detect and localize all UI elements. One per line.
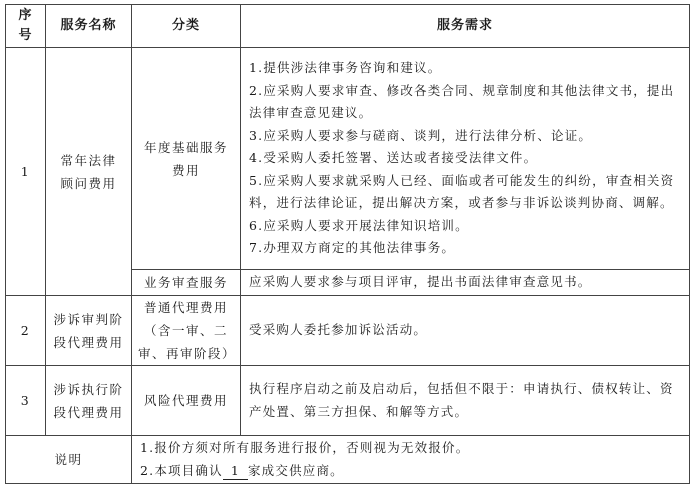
note-line-2: 2.本项目确认 1 家成交供应商。 [140,462,344,478]
row2-name: 涉诉审判阶段代理费用 [46,296,132,366]
row3-requirement: 执行程序启动之前及启动后，包括但不限于：申请执行、债权转让、资产处置、第三方担保、和解等方式。 [241,366,690,436]
requirement-item: 4.受采购人委托签署、送达或者接受法律文件。 [249,150,538,166]
requirement-item: 2.应采购人要求审查、修改各类合同、规章制度和其他法律文书，提出法律审查意见建议。 [249,82,675,121]
row1-category-b: 业务审查服务 [132,270,241,296]
requirement-item: 6.应采购人要求开展法律知识培训。 [249,217,469,233]
row1-requirement-b: 应采购人要求参与项目评审，提出书面法律审查意见书。 [241,270,690,296]
row1-requirement-a [241,48,690,270]
requirement-item: 3.应采购人要求参与磋商、谈判，进行法律分析、论证。 [249,127,593,143]
supplier-count: 1 [223,463,248,480]
service-requirements-table [5,4,690,484]
row1-seq: 1 [6,48,46,296]
row3-name: 涉诉执行阶段代理费用 [46,366,132,436]
note-content [132,436,690,484]
row1-name: 常年法律顾问费用 [46,48,132,296]
table-row [6,366,690,436]
requirement-item: 5.应采购人要求就采购人已经、面临或者可能发生的纠纷，审查相关资料，进行法律论证，提出解决方案，或者参与非诉讼谈判协商、调解。 [249,172,675,211]
note-label: 说明 [6,436,132,484]
row1-category-a: 年度基础服务费用 [132,48,241,270]
table-row [6,296,690,366]
header-row [6,5,690,48]
row2-category: 普通代理费用（含一审、二审、再审阶段） [132,296,241,366]
row3-category: 风险代理费用 [132,366,241,436]
header-seq: 序号 [6,5,46,48]
note-line-1: 1.报价方须对所有服务进行报价，否则视为无效报价。 [140,440,470,455]
row2-requirement: 受采购人委托参加诉讼活动。 [241,296,690,366]
header-requirement: 服务需求 [241,5,690,48]
table-row [6,48,690,270]
note-row [6,436,690,484]
row2-seq: 2 [6,296,46,366]
requirement-item: 7.办理双方商定的其他法律事务。 [249,240,456,256]
header-name: 服务名称 [46,5,132,48]
header-category: 分类 [132,5,241,48]
row3-seq: 3 [6,366,46,436]
requirement-item: 1.提供涉法律事务咨询和建议。 [249,60,442,76]
